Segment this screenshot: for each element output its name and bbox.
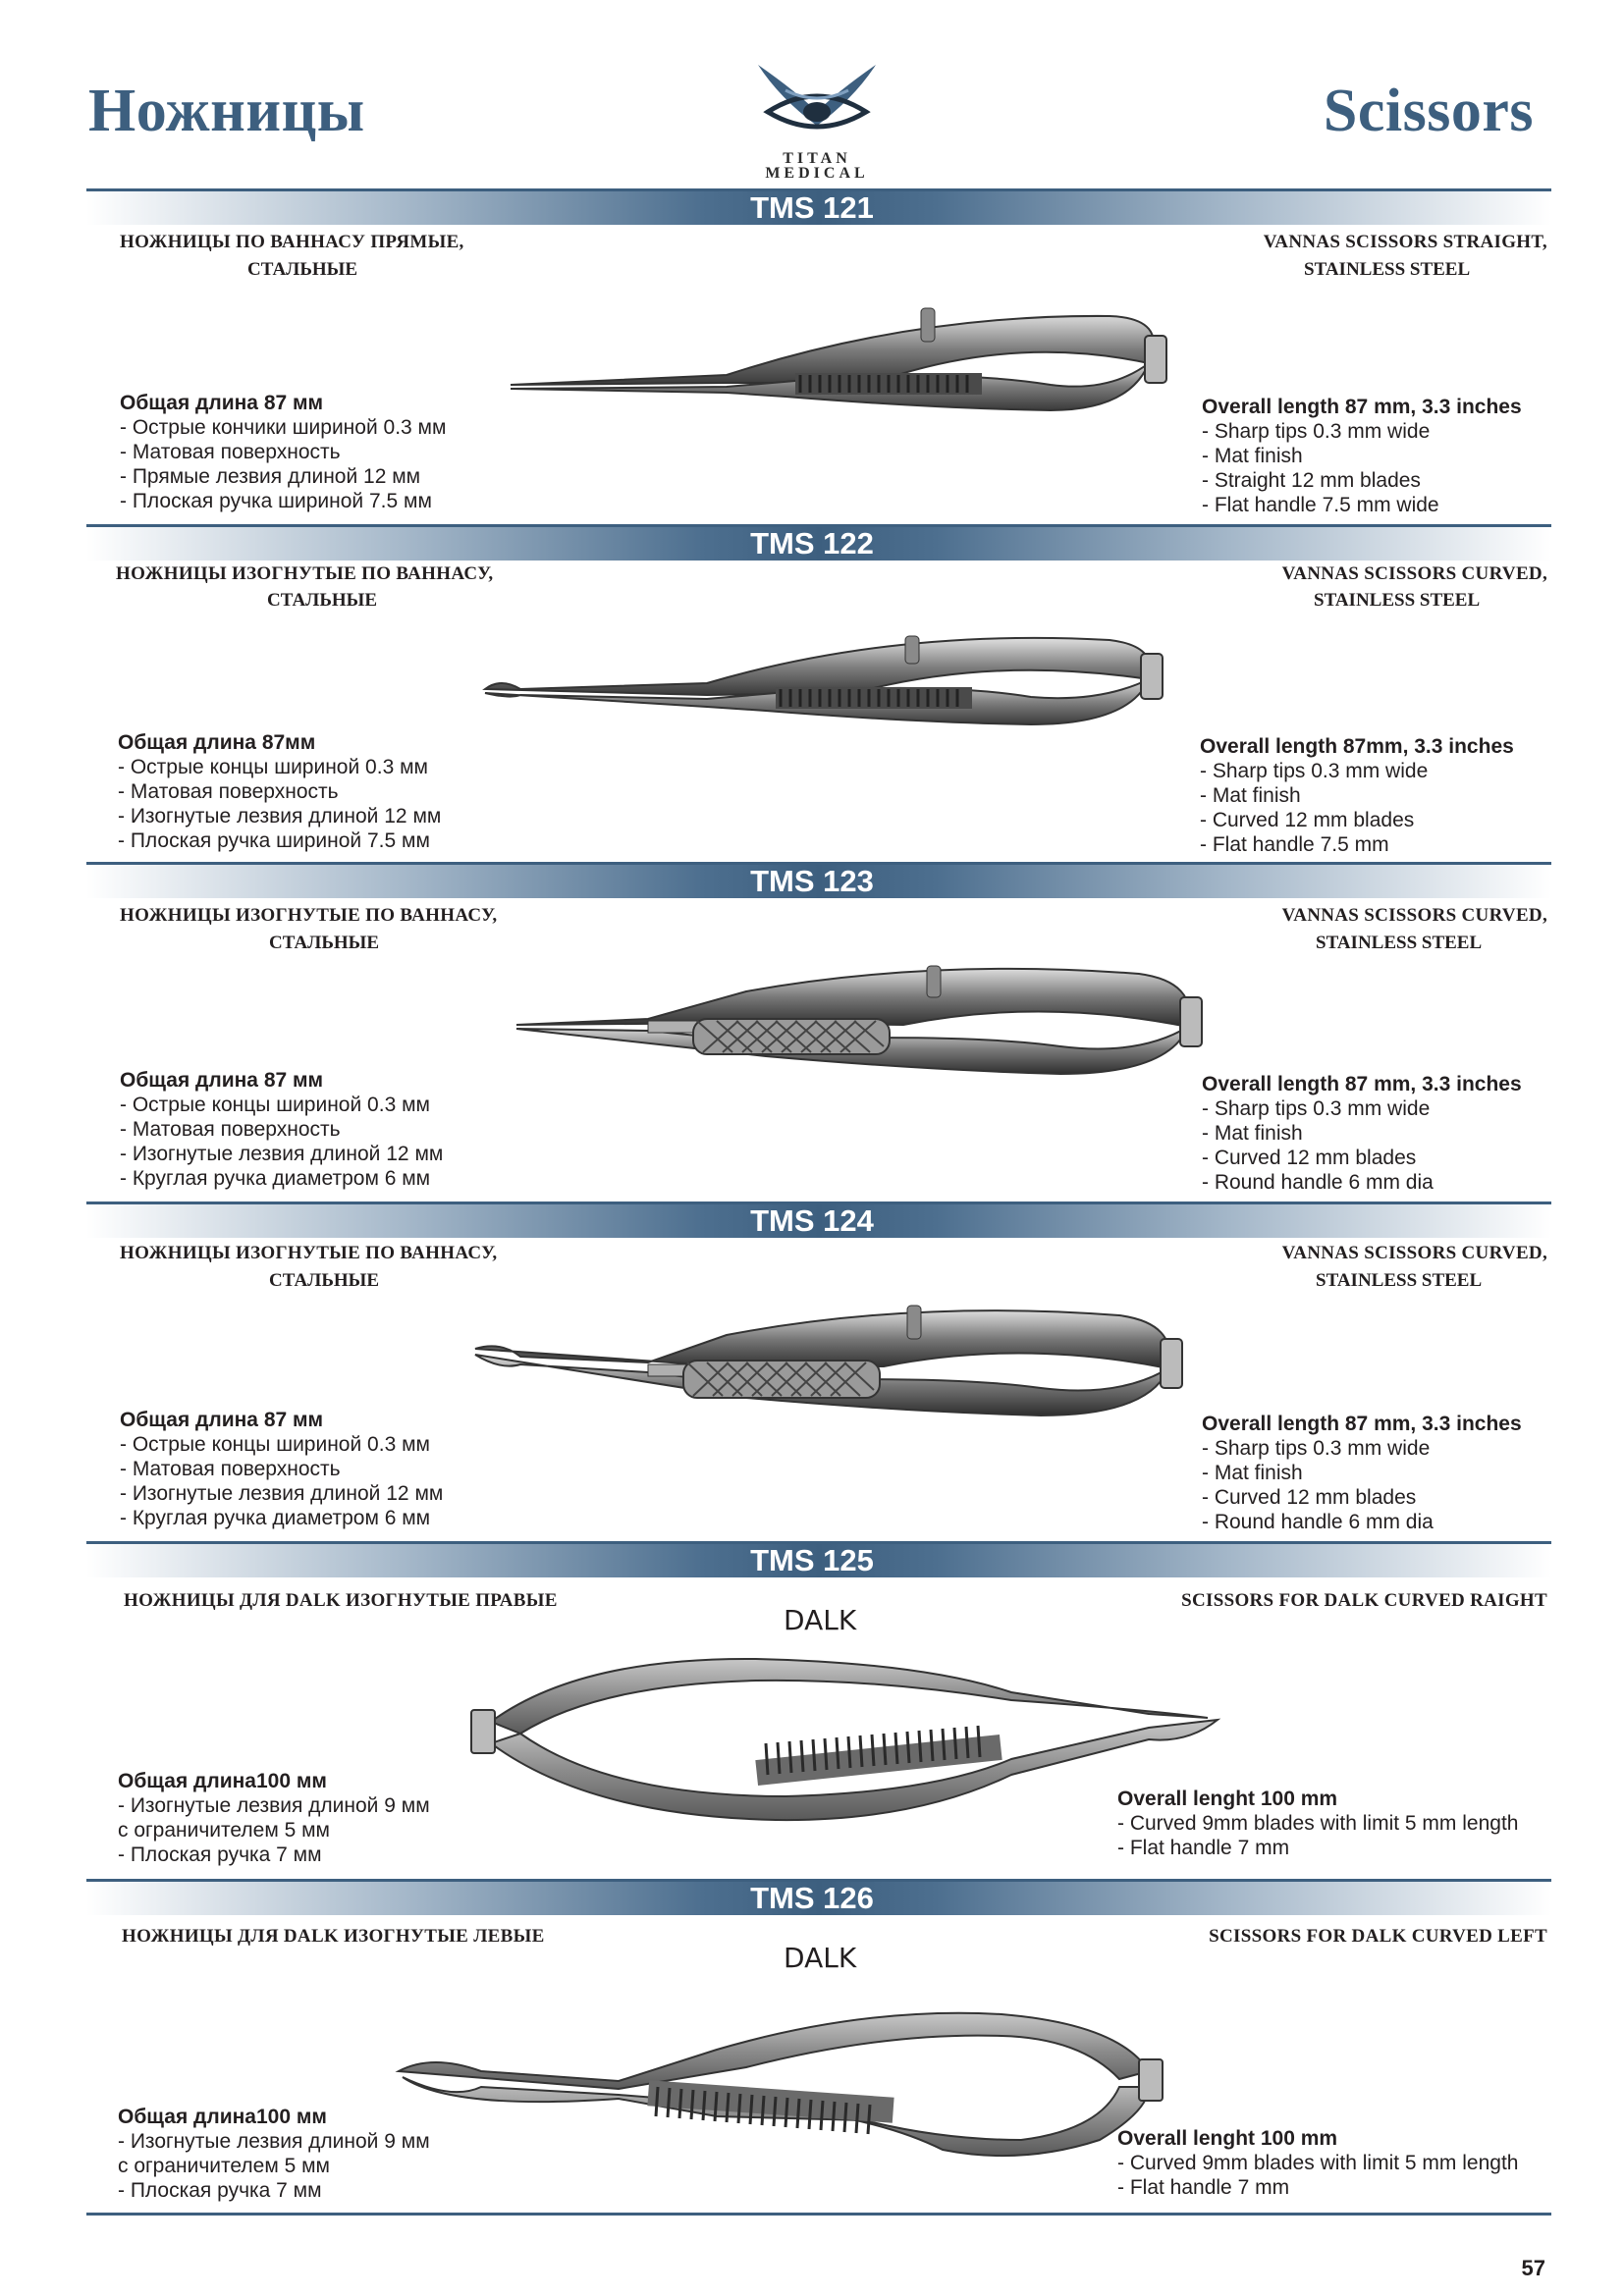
spec-en-line: - Curved 9mm blades with limit 5 mm length bbox=[1117, 2152, 1519, 2174]
spec-en bbox=[1117, 1787, 1518, 1860]
spec-en-line: - Curved 12 mm blades bbox=[1202, 1147, 1417, 1169]
spec-ru-line: - Острые концы шириной 0.3 мм bbox=[120, 1433, 430, 1456]
heading-ru-line2: СТАЛЬНЫЕ bbox=[269, 933, 379, 953]
spec-ru-line: - Плоская ручка 7 мм bbox=[118, 1843, 322, 1866]
spec-ru-line: - Плоская ручка шириной 7.5 мм bbox=[118, 829, 430, 852]
spec-en-line: - Flat handle 7.5 mm bbox=[1200, 833, 1389, 856]
spec-ru bbox=[118, 730, 441, 853]
product-code: TMS 123 bbox=[750, 864, 874, 898]
spec-en-line: - Flat handle 7.5 mm wide bbox=[1202, 494, 1439, 516]
spec-en-line: - Mat finish bbox=[1202, 445, 1303, 467]
spec-en-line: - Mat finish bbox=[1202, 1122, 1303, 1145]
spec-ru bbox=[118, 1769, 430, 1867]
dalk-label: DALK bbox=[784, 1942, 857, 1974]
spec-ru-line: - Изогнутые лезвия длиной 12 мм bbox=[120, 1143, 444, 1165]
bottom-divider bbox=[86, 2213, 1551, 2216]
spec-ru-title: Общая длина 87 мм bbox=[120, 1409, 324, 1431]
spec-ru bbox=[120, 1068, 443, 1191]
spec-ru-line: с ограничителем 5 мм bbox=[118, 1819, 330, 1842]
spec-en-line: - Sharp tips 0.3 mm wide bbox=[1202, 1437, 1431, 1460]
logo-text-line2: MEDICAL bbox=[765, 165, 869, 182]
spec-en-line: - Curved 12 mm blades bbox=[1200, 809, 1415, 831]
titan-medical-logo bbox=[738, 57, 895, 185]
product-code: TMS 126 bbox=[750, 1881, 874, 1915]
spec-ru-line: - Плоская ручка 7 мм bbox=[118, 2179, 322, 2202]
scissors-curved-round-image bbox=[511, 952, 1208, 1090]
spec-en-line: - Round handle 6 mm dia bbox=[1202, 1171, 1434, 1194]
spec-ru bbox=[120, 1408, 443, 1530]
heading-ru-line1: НОЖНИЦЫ ИЗОГНУТЫЕ ПО ВАННАСУ, bbox=[116, 563, 494, 584]
spec-en bbox=[1200, 734, 1514, 857]
spec-ru-title: Общая длина100 мм bbox=[118, 1770, 327, 1792]
heading-en-line2: STAINLESS STEEL bbox=[1316, 933, 1483, 953]
heading-en: SCISSORS FOR DALK CURVED LEFT bbox=[1209, 1926, 1547, 1947]
spec-en-line: - Flat handle 7 mm bbox=[1117, 2176, 1290, 2199]
heading-ru-line1: НОЖНИЦЫ ПО ВАННАСУ ПРЯМЫЕ, bbox=[120, 232, 464, 252]
heading-en-line2: STAINLESS STEEL bbox=[1304, 259, 1471, 280]
spec-ru-line: с ограничителем 5 мм bbox=[118, 2155, 330, 2177]
logo-text-line1: TITAN bbox=[783, 150, 851, 167]
page-title-en: Scissors bbox=[1323, 78, 1534, 144]
spec-ru-line: - Острые концы шириной 0.3 мм bbox=[120, 1094, 430, 1116]
dalk-scissors-left-image bbox=[393, 1993, 1178, 2169]
spec-ru-title: Общая длина 87 мм bbox=[120, 392, 324, 414]
page-number: 57 bbox=[1521, 2256, 1545, 2280]
product-code: TMS 121 bbox=[750, 190, 874, 225]
heading-en-line1: VANNAS SCISSORS CURVED, bbox=[1281, 1243, 1547, 1263]
spec-ru-line: - Круглая ручка диаметром 6 мм bbox=[120, 1507, 431, 1529]
spec-ru-line: - Плоская ручка шириной 7.5 мм bbox=[120, 490, 432, 512]
heading-en-line2: STAINLESS STEEL bbox=[1316, 1270, 1483, 1291]
spec-ru-line: - Матовая поверхность bbox=[118, 780, 339, 803]
heading-ru-line2: СТАЛЬНЫЕ bbox=[247, 259, 357, 280]
product-code: TMS 124 bbox=[750, 1203, 874, 1238]
spec-ru-line: - Прямые лезвия длиной 12 мм bbox=[120, 465, 421, 488]
heading-en-line2: STAINLESS STEEL bbox=[1314, 590, 1481, 611]
spec-en-line: - Mat finish bbox=[1202, 1462, 1303, 1484]
logo-emblem-icon bbox=[738, 57, 895, 155]
scissors-curved-flat-image bbox=[481, 628, 1188, 736]
spec-en-line: - Mat finish bbox=[1200, 784, 1301, 807]
spec-ru bbox=[120, 391, 446, 513]
spec-en bbox=[1202, 1072, 1522, 1195]
spec-en-title: Overall length 87 mm, 3.3 inches bbox=[1202, 1413, 1522, 1435]
spec-en bbox=[1117, 2126, 1518, 2200]
heading-ru-line2: СТАЛЬНЫЕ bbox=[267, 590, 377, 611]
scissors-curved-round-image bbox=[471, 1286, 1188, 1433]
spec-ru-line: - Острые концы шириной 0.3 мм bbox=[118, 756, 428, 778]
heading-ru-line1: НОЖНИЦЫ ИЗОГНУТЫЕ ПО ВАННАСУ, bbox=[120, 1243, 498, 1263]
spec-ru-line: - Круглая ручка диаметром 6 мм bbox=[120, 1167, 431, 1190]
spec-en-line: - Curved 9mm blades with limit 5 mm length bbox=[1117, 1812, 1519, 1835]
heading-ru-line2: СТАЛЬНЫЕ bbox=[269, 1270, 379, 1291]
product-code: TMS 122 bbox=[750, 526, 874, 561]
spec-en-title: Overall lenght 100 mm bbox=[1117, 1788, 1338, 1810]
page-title-ru: Ножницы bbox=[88, 78, 365, 144]
spec-en-title: Overall length 87 mm, 3.3 inches bbox=[1202, 1073, 1522, 1095]
spec-ru-title: Общая длина100 мм bbox=[118, 2106, 327, 2128]
spec-ru bbox=[118, 2105, 430, 2203]
spec-ru-title: Общая длина 87 мм bbox=[120, 1069, 324, 1092]
scissors-straight-flat-image bbox=[501, 294, 1208, 432]
spec-en-line: - Sharp tips 0.3 mm wide bbox=[1202, 420, 1431, 443]
heading-en-line1: VANNAS SCISSORS CURVED, bbox=[1281, 905, 1547, 926]
spec-en-line: - Sharp tips 0.3 mm wide bbox=[1202, 1097, 1431, 1120]
heading-en-line1: VANNAS SCISSORS CURVED, bbox=[1281, 563, 1547, 584]
product-code: TMS 125 bbox=[750, 1543, 874, 1577]
spec-ru-line: - Изогнутые лезвия длиной 12 мм bbox=[118, 805, 442, 828]
dalk-label: DALK bbox=[784, 1604, 857, 1636]
spec-en-line: - Straight 12 mm blades bbox=[1202, 469, 1421, 492]
spec-en-title: Overall length 87 mm, 3.3 inches bbox=[1202, 396, 1522, 418]
heading-ru: НОЖНИЦЫ ДЛЯ DALK ИЗОГНУТЫЕ ПРАВЫЕ bbox=[124, 1590, 558, 1611]
heading-ru: НОЖНИЦЫ ДЛЯ DALK ИЗОГНУТЫЕ ЛЕВЫЕ bbox=[122, 1926, 545, 1947]
heading-ru-line1: НОЖНИЦЫ ИЗОГНУТЫЕ ПО ВАННАСУ, bbox=[120, 905, 498, 926]
spec-en-line: - Sharp tips 0.3 mm wide bbox=[1200, 760, 1429, 782]
heading-en-line1: VANNAS SCISSORS STRAIGHT, bbox=[1263, 232, 1547, 252]
spec-en-line: - Curved 12 mm blades bbox=[1202, 1486, 1417, 1509]
spec-en bbox=[1202, 395, 1522, 517]
spec-en bbox=[1202, 1412, 1522, 1534]
spec-ru-line: - Матовая поверхность bbox=[120, 441, 341, 463]
spec-ru-line: - Изогнутые лезвия длиной 9 мм bbox=[118, 2130, 430, 2153]
spec-en-title: Overall lenght 100 mm bbox=[1117, 2127, 1338, 2150]
spec-en-title: Overall length 87mm, 3.3 inches bbox=[1200, 735, 1514, 758]
spec-ru-line: - Изогнутые лезвия длиной 9 мм bbox=[118, 1794, 430, 1817]
spec-ru-line: - Изогнутые лезвия длиной 12 мм bbox=[120, 1482, 444, 1505]
spec-ru-line: - Матовая поверхность bbox=[120, 1118, 341, 1141]
spec-ru-line: - Матовая поверхность bbox=[120, 1458, 341, 1480]
spec-en-line: - Round handle 6 mm dia bbox=[1202, 1511, 1434, 1533]
spec-en-line: - Flat handle 7 mm bbox=[1117, 1837, 1290, 1859]
spec-ru-line: - Острые кончики шириной 0.3 мм bbox=[120, 416, 447, 439]
spec-ru-title: Общая длина 87мм bbox=[118, 731, 316, 754]
heading-en: SCISSORS FOR DALK CURVED RAIGHT bbox=[1181, 1590, 1547, 1611]
